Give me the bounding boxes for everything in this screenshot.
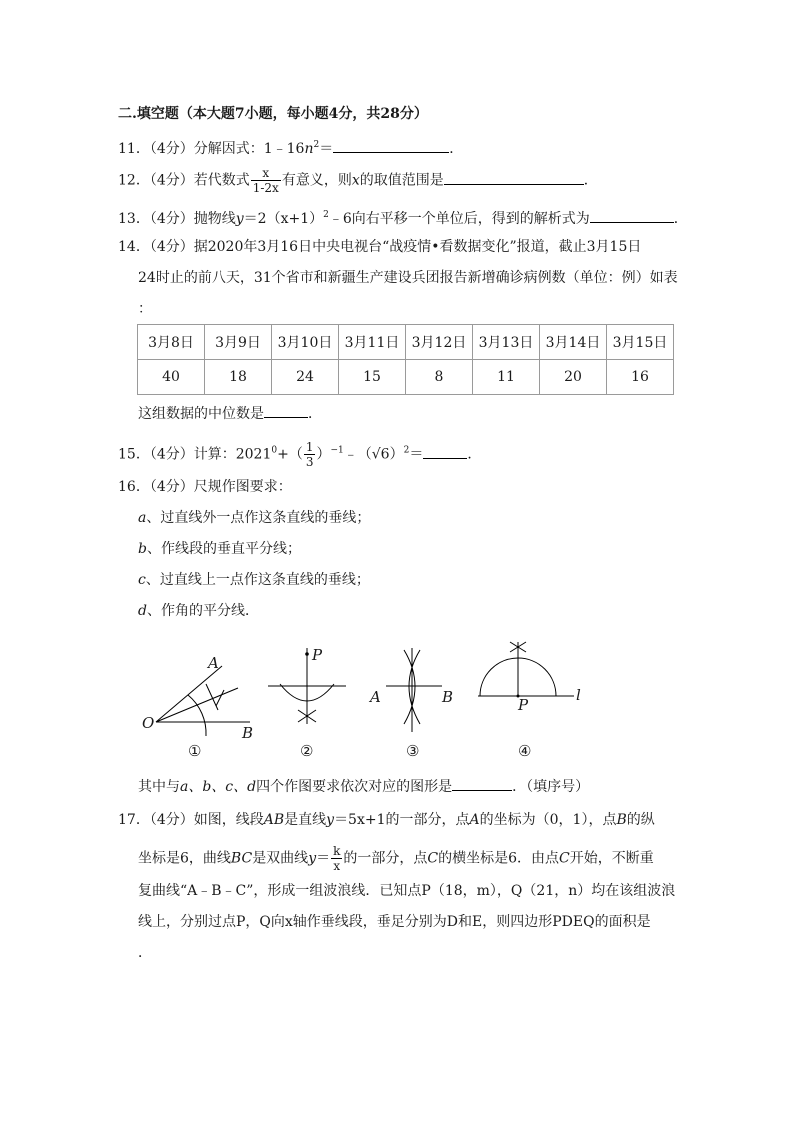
figure-4 [474,640,594,764]
question-13 [118,205,688,229]
q17-2d: 的横坐标是6．由点 [438,850,560,867]
q17-2e: 开始，不断重 [569,850,654,867]
q17-c2: C [559,850,570,867]
figure-1-drawing [138,640,268,764]
q17-bc: BC [230,850,253,867]
q16-after-end: ．（填序号） [512,779,590,795]
fig4-label-l: l [576,686,581,704]
table-cell: 16 [607,360,674,395]
question-11 [118,135,463,159]
fig3-label-b: B [442,688,454,706]
q11-eq: ＝ [319,141,334,157]
q12-fraction [251,166,281,195]
q17-line1 [118,810,655,830]
figure-2 [262,640,352,764]
q15-sup0: 0 [271,445,278,456]
q16-item-c [138,570,370,590]
q15-eq: ＝ [409,446,424,463]
fig1-number: ① [188,742,202,760]
q15-end: ． [467,446,482,463]
q15-plus: +（ [277,446,303,463]
q17-c: C [427,850,439,867]
q15-answer-blank[interactable] [423,444,467,459]
q17-line2 [138,844,654,873]
table-cell: 20 [540,360,607,395]
q17-2y: y [308,850,317,867]
q16-after-lead: 其中与 [138,779,180,795]
q12-end: ． [583,172,598,189]
q13-sup: 2 [323,210,329,220]
q12-answer-blank[interactable] [444,170,584,185]
q14-line2: 24时止的前八天，31个省市和新疆生产建设兵团报告新增确诊病例数（单位：例）如表 [138,270,678,286]
q11-end: ． [449,141,464,157]
q13-lead: 13．（4分）抛物线 [118,211,236,227]
q15-lead: 15．（4分）计算：2021 [118,446,272,463]
q15-sup2: 2 [403,445,410,456]
q16-a-letter: a [138,510,147,526]
q17-1a: 17．（4分）如图，线段 [118,812,264,828]
q17-ab: AB [263,812,285,828]
table-cell: 18 [205,360,272,395]
q15-frac-num: 1 [305,440,314,454]
q14-after-text: 这组数据的中位数是 [138,406,264,422]
q12-mid: 有意义，则 [281,172,352,189]
fig3-number: ③ [406,742,420,760]
q12-frac-num: x [251,166,281,181]
q13-var: y [235,211,244,227]
q17-1c: ＝5x+1的一部分，点 [334,812,470,828]
q13-expr: ＝2（x+1） [243,211,324,227]
fig2-number: ② [300,742,314,760]
q16-item-d [138,601,259,621]
q14-line1: 14．（4分）据2020年3月16日中央电视台“战疫情•看数据变化”报道，截止3月15日 [118,239,642,255]
q16-d-text: 、作角的平分线． [146,603,259,619]
q15-close: ） [316,446,331,463]
fig2-label-p: P [312,646,323,664]
q17-2c: 的一部分，点 [343,850,428,867]
q11-var: n [304,141,314,157]
q15-minus: ﹣（√6） [343,446,404,463]
q16-item-b [138,539,301,559]
q13-end: ． [673,211,688,227]
fig4-number: ④ [518,742,532,760]
question-15 [118,440,481,469]
q17-2a: 坐标是6，曲线 [138,850,231,867]
table-cell: 3月12日 [406,325,473,360]
q17-1d: 的坐标为（0，1），点 [479,812,617,828]
q17-line3: 复曲线“A﹣B﹣C”，形成一组波浪线．已知点P（18，m），Q（21，n）均在该组波浪 [138,883,676,899]
q14-end: ． [308,406,322,422]
q12-lead: 12．（4分）若代数式 [118,172,250,189]
table-cell: 3月15日 [607,325,674,360]
q14-answer-blank[interactable] [264,403,308,418]
q16-lead: 16．（4分）尺规作图要求： [118,479,292,495]
table-cell: 3月8日 [138,325,205,360]
section-title: 二.填空题（本大题7小题，每小题4分，共28分） [118,106,428,122]
q13-answer-blank[interactable] [590,208,674,223]
q16-c-text: 、过直线上一点作这条直线的垂线； [145,572,370,588]
table-cell: 3月14日 [540,325,607,360]
table-row-dates [138,325,674,360]
table-cell: 40 [138,360,205,395]
q17-b: B [616,812,627,828]
q16-b-letter: b [138,541,147,557]
q17-2eq: ＝ [316,850,331,867]
q16-after-letters: a、b、c、d [180,779,257,795]
table-cell: 11 [473,360,540,395]
fig4-label-p: P [518,696,529,714]
q11-text: 11．（4分）分解因式：1﹣16 [118,141,305,157]
q15-frac-den: 3 [305,455,314,469]
q15-fraction [304,440,316,469]
q16-after [138,776,589,797]
q17-2b: 是双曲线 [252,850,309,867]
q17-y: y [326,812,335,828]
q12-var: x [351,172,360,189]
q16-c-letter: c [138,572,146,588]
q14-after [138,403,322,424]
fig1-label-o: O [142,714,155,732]
table-cell: 3月9日 [205,325,272,360]
table-cell: 3月13日 [473,325,540,360]
table-cell: 24 [272,360,339,395]
cases-table [137,324,674,395]
table-cell: 3月10日 [272,325,339,360]
q17-frac-den: x [333,859,341,873]
q11-answer-blank[interactable] [333,138,449,153]
figure-3 [364,640,464,764]
q12-frac-den: 1-2x [252,181,279,195]
q16-item-a [138,508,370,528]
q17-line4: 线上，分别过点P，Q向x轴作垂线段，垂足分别为D和E，则四边形PDEQ的面积是 [138,914,651,930]
fig1-label-a: A [208,654,219,672]
q16-answer-blank[interactable] [452,776,512,791]
q11-sup: 2 [313,140,320,150]
table-cell: 3月11日 [339,325,406,360]
q15-sup1: −1 [330,445,344,456]
q17-1e: 的纵 [626,812,655,828]
table-cell: 15 [339,360,406,395]
fig3-label-a: A [370,688,381,706]
q13-tail: ﹣6向右平移一个单位后，得到的解析式为 [328,211,590,227]
q16-b-text: 、作线段的垂直平分线； [146,541,301,557]
q17-1b: 是直线 [284,812,327,828]
q17-frac-num: k [333,844,341,858]
q17-fraction [331,844,342,873]
table-row-values [138,360,674,395]
question-12 [118,166,598,195]
q12-tail: 的取值范围是 [359,172,444,189]
q14-line3: ： [138,301,152,317]
q17-a: A [469,812,480,828]
q17-line5: ． [138,945,152,961]
q16-after-mid: 四个作图要求依次对应的图形是 [256,779,453,795]
q16-d-letter: d [138,603,147,619]
table-cell: 8 [406,360,473,395]
figure-1 [138,640,268,764]
q16-a-text: 、过直线外一点作这条直线的垂线； [146,510,371,526]
fig1-label-b: B [242,724,254,742]
